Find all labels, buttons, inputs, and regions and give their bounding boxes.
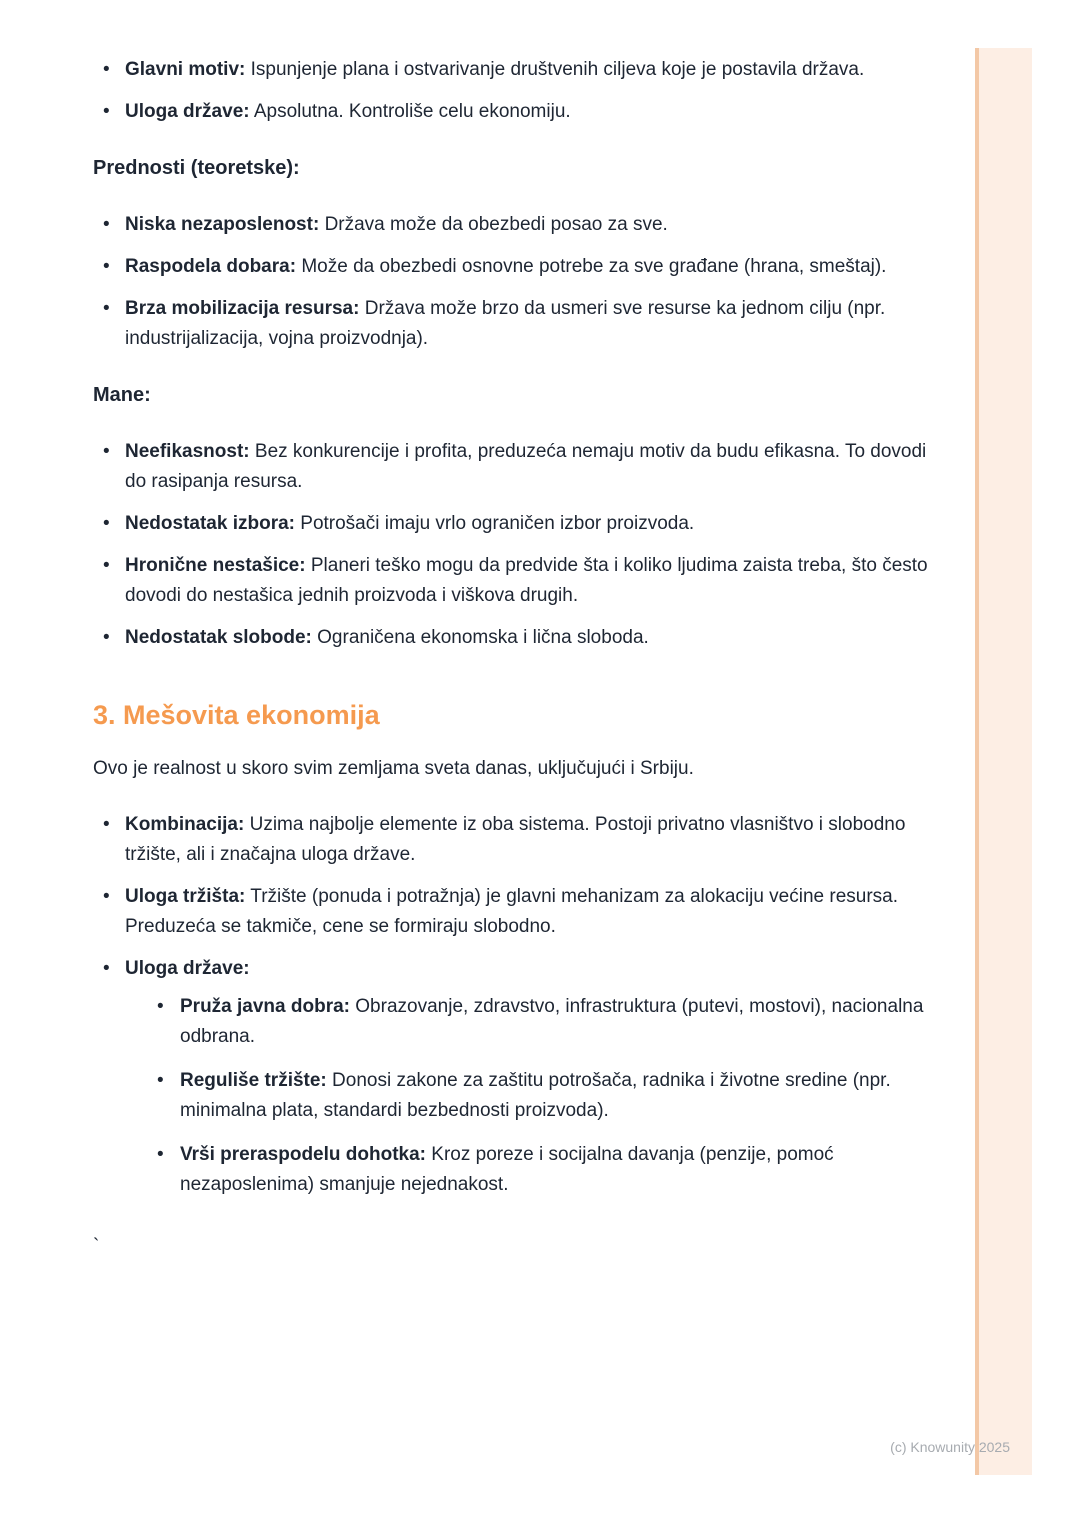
item-text: Tržište (ponuda i potražnja) je glavni mehanizam za alokaciju većine resursa. Preduzeća se takmiče, cene se formiraju slobodno. bbox=[125, 886, 899, 937]
item-label: Glavni motiv: bbox=[125, 59, 246, 80]
item-text: Ispunjenje plana i ostvarivanje društvenih ciljeva koje je postavila država. bbox=[250, 59, 865, 80]
section-heading-mixed-economy: 3. Mešovita ekonomija bbox=[93, 700, 380, 730]
stray-backtick-character: ` bbox=[93, 1236, 100, 1257]
disadvantages-heading: Mane: bbox=[93, 384, 151, 406]
list-item bbox=[125, 294, 938, 354]
list-item bbox=[180, 1140, 938, 1200]
advantages-heading: Prednosti (teoretske): bbox=[93, 157, 300, 179]
list-item bbox=[125, 437, 938, 497]
item-text: Obrazovanje, zdravstvo, infrastruktura (putevi, mostovi), nacionalna odbrana. bbox=[180, 996, 924, 1047]
item-label: Neefikasnost: bbox=[125, 441, 250, 462]
disadvantages-list bbox=[93, 437, 938, 653]
list-item bbox=[125, 55, 938, 85]
list-item bbox=[125, 252, 938, 282]
list-item bbox=[180, 1066, 938, 1126]
item-label: Niska nezaposlenost: bbox=[125, 214, 320, 235]
document-content bbox=[93, 55, 938, 1262]
item-text: Može da obezbedi osnovne potrebe za sve građane (hrana, smeštaj). bbox=[301, 256, 887, 277]
item-text: Apsolutna. Kontroliše celu ekonomiju. bbox=[253, 101, 571, 122]
item-label: Uloga države: bbox=[125, 101, 250, 122]
item-text: Potrošači imaju vrlo ograničen izbor proizvoda. bbox=[300, 513, 695, 534]
item-text: Bez konkurencije i profita, preduzeća nemaju motiv da budu efikasna. To dovodi do rasipanja resursa. bbox=[125, 441, 927, 492]
item-label: Hronične nestašice: bbox=[125, 555, 306, 576]
item-text: Uzima najbolje elemente iz oba sistema. Postoji privatno vlasništvo i slobodno tržište, ali i značajna uloga države. bbox=[125, 814, 906, 865]
list-item bbox=[125, 954, 938, 1200]
item-text: Kroz poreze i socijalna davanja (penzije, pomoć nezaposlenima) smanjuje nejednakost. bbox=[180, 1144, 834, 1195]
item-label: Pruža javna dobra: bbox=[180, 996, 350, 1017]
item-label: Brza mobilizacija resursa: bbox=[125, 298, 360, 319]
item-label: Nedostatak izbora: bbox=[125, 513, 295, 534]
item-label: Vrši preraspodelu dohotka: bbox=[180, 1144, 426, 1165]
state-role-sublist bbox=[125, 992, 938, 1200]
planned-economy-summary-list bbox=[93, 55, 938, 127]
item-text: Država može da obezbedi posao za sve. bbox=[324, 214, 668, 235]
item-text: Donosi zakone za zaštitu potrošača, radnika i životne sredine (npr. minimalna plata, standardi bezbednosti proizvoda). bbox=[180, 1070, 891, 1121]
section-intro-paragraph: Ovo je realnost u skoro svim zemljama sveta danas, uključujući i Srbiju. bbox=[93, 758, 694, 779]
list-item bbox=[180, 992, 938, 1052]
advantages-list bbox=[93, 210, 938, 354]
item-text: Ograničena ekonomska i lična sloboda. bbox=[317, 627, 649, 648]
decorative-right-stripe bbox=[975, 48, 1032, 1475]
list-item bbox=[125, 210, 938, 240]
item-text: Država može brzo da usmeri sve resurse ka jednom cilju (npr. industrijalizacija, vojna proizvodnja). bbox=[125, 298, 886, 349]
mixed-economy-list bbox=[93, 810, 938, 1200]
list-item bbox=[125, 509, 938, 539]
list-item bbox=[125, 551, 938, 611]
item-label: Nedostatak slobode: bbox=[125, 627, 312, 648]
list-item bbox=[125, 97, 938, 127]
list-item bbox=[125, 882, 938, 942]
list-item bbox=[125, 810, 938, 870]
copyright-footer: (c) Knowunity 2025 bbox=[890, 1439, 1010, 1455]
item-text: Planeri teško mogu da predvide šta i koliko ljudima zaista treba, što često dovodi do nestašica jednih proizvoda i viškova drugih. bbox=[125, 555, 928, 606]
list-item bbox=[125, 623, 938, 653]
item-label: Uloga tržišta: bbox=[125, 886, 246, 907]
item-label: Kombinacija: bbox=[125, 814, 245, 835]
item-label: Reguliše tržište: bbox=[180, 1070, 327, 1091]
item-label: Uloga države: bbox=[125, 958, 250, 979]
item-label: Raspodela dobara: bbox=[125, 256, 297, 277]
